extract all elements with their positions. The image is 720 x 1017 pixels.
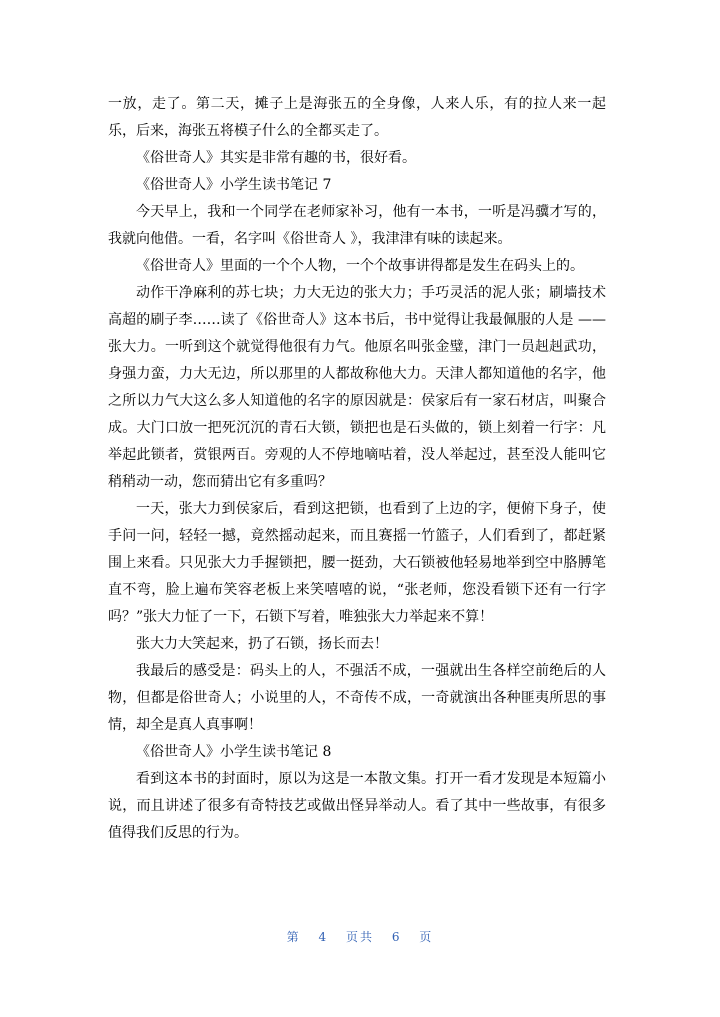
page-number-footer bbox=[0, 928, 720, 945]
paragraph-3: 今天早上，我和一个同学在老师家补习，他有一本书，一听是冯骥才写的，我就向他借。一看，名字叫《俗世奇人 》，我津津有味的读起来。 bbox=[108, 204, 606, 247]
page-label-suffix: 页 bbox=[419, 930, 434, 944]
page-label-prefix: 第 bbox=[286, 930, 301, 944]
paragraph-2: 《俗世奇人》其实是非常有趣的书，很好看。 bbox=[136, 150, 416, 166]
paragraph-5: 动作干净麻利的苏七块；力大无边的张大力；手巧灵活的泥人张；刷墙技术高超的刷子李……读了《俗世奇人》这本书后，书中觉得让我最佩服的人是 —— 张大力。一听到这个就觉得他很有力气。他原名叫张金璧，津门一员赳赳武功，身强力蛮，力大无边，所以那里的人都故称他大力。天津人都知道他的名字，他之所以力气大这么多人知道他的名字的原因就是：侯家后有一家石材店，叫聚合成。大门口放一把死沉沉的青石大锁，锁把也是石头做的，锁上刻着一行字：凡举起此锁者，赏银两百。旁观的人不停地嘀咕着，没人举起过，甚至没人能叫它稍稍动一动，您而猜出它有多重吗？ bbox=[108, 285, 606, 490]
page-label-middle: 页共 bbox=[345, 930, 374, 944]
paragraph-4: 《俗世奇人》里面的一个个人物，一个个故事讲得都是发生在码头上的。 bbox=[136, 258, 584, 274]
current-page-number: 4 bbox=[318, 930, 329, 944]
total-pages-number: 6 bbox=[391, 930, 402, 944]
document-body bbox=[108, 91, 606, 847]
section-heading-7: 《俗世奇人》小学生读书笔记 7 bbox=[136, 177, 332, 193]
paragraph-7: 张大力大笑起来，扔了石锁，扬长而去！ bbox=[136, 636, 388, 652]
paragraph-6: 一天，张大力到侯家后，看到这把锁，也看到了上边的字，便俯下身子，使手问一问，轻轻一撼，竟然摇动起来，而且赛摇一竹篮子，人们看到了，都赶紧围上来看。只见张大力手握锁把，腰一挺劲，大石锁被他轻易地举到空中胳膊笔直不弯，脸上遍布笑容老板上来笑嘻嘻的说，“张老师，您没看锁下还有一行字吗？”张大力怔了一下，石锁下写着，唯独张大力举起来不算！ bbox=[108, 501, 606, 625]
paragraph-8: 我最后的感受是：码头上的人，不强活不成，一强就出生各样空前绝后的人物，但都是俗世奇人；小说里的人，不奇传不成，一奇就演出各种匪夷所思的事情，却全是真人真事啊！ bbox=[108, 663, 606, 733]
paragraph-9: 看到这本书的封面时，原以为这是一本散文集。打开一看才发现是本短篇小说，而且讲述了很多有奇特技艺或做出怪异举动人。看了其中一些故事，有很多值得我们反思的行为。 bbox=[108, 771, 606, 841]
section-heading-8: 《俗世奇人》小学生读书笔记 8 bbox=[136, 744, 332, 760]
paragraph-1: 一放，走了。第二天，摊子上是海张五的全身像，人来人乐，有的拉人来一起乐，后来，海张五将模子什么的全都买走了。 bbox=[108, 96, 606, 139]
